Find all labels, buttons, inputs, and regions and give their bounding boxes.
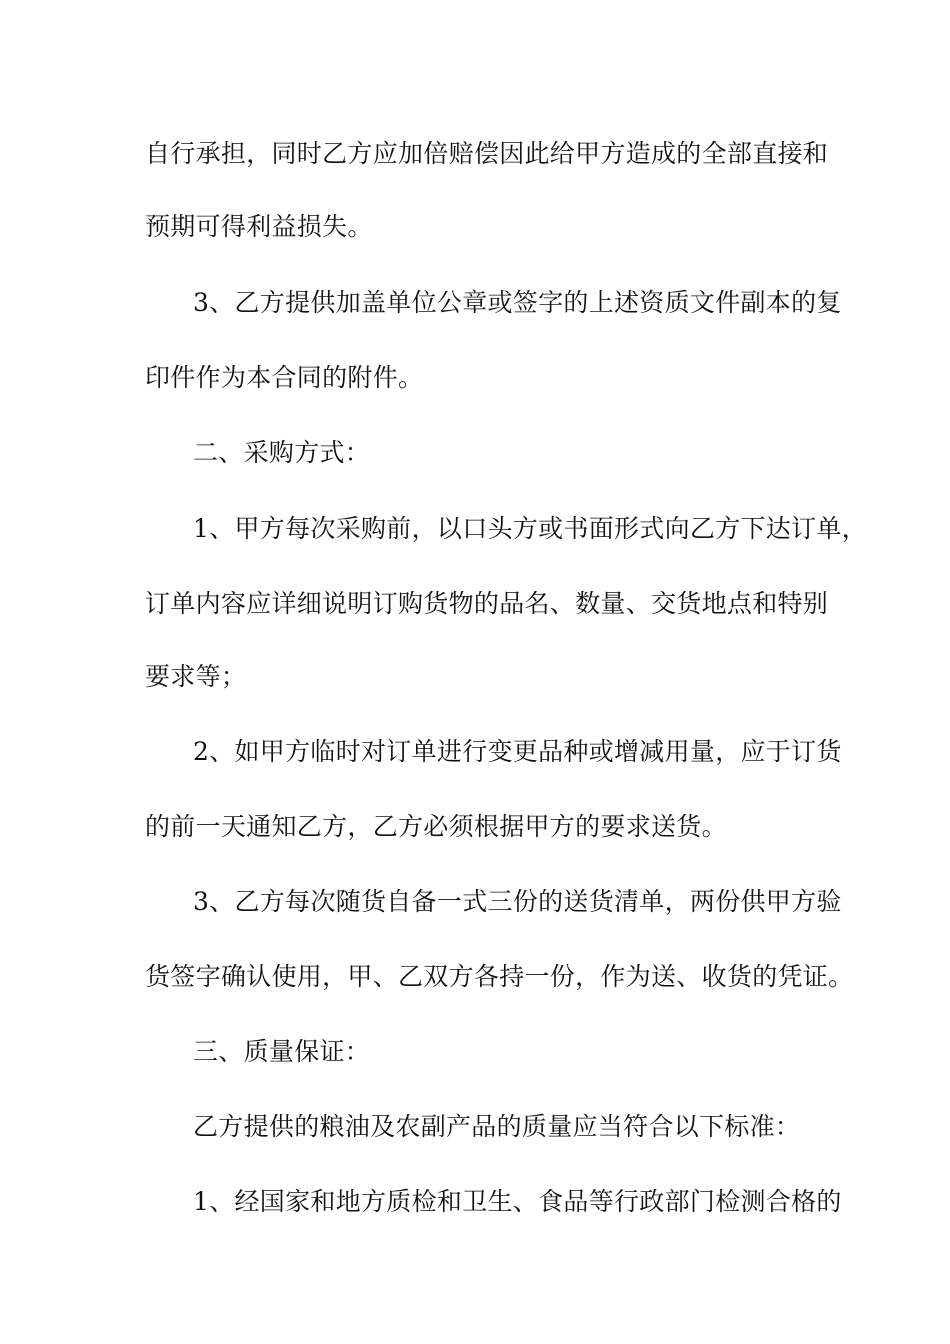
text-line: 乙方提供的粮油及农副产品的质量应当符合以下标准： <box>193 1112 801 1141</box>
section-heading: 二、采购方式： <box>193 438 371 467</box>
text-line: 预期可得利益损失。 <box>145 212 373 241</box>
text-line: 要求等； <box>145 662 247 691</box>
section-heading: 三、质量保证： <box>193 1037 371 1066</box>
text-line: 货签字确认使用，甲、乙双方各持一份，作为送、收货的凭证。 <box>145 962 854 991</box>
text-line: 自行承担，同时乙方应加倍赔偿因此给甲方造成的全部直接和 <box>145 139 829 168</box>
text-line: 的前一天通知乙方，乙方必须根据甲方的要求送货。 <box>145 812 727 841</box>
text-line: 1、经国家和地方质检和卫生、食品等行政部门检测合格的 <box>193 1187 842 1216</box>
text-line: 订单内容应详细说明订购货物的品名、数量、交货地点和特别 <box>145 589 829 618</box>
text-line: 2、如甲方临时对订单进行变更品种或增减用量，应于订货 <box>193 737 842 766</box>
text-line: 1、甲方每次采购前，以口头方或书面形式向乙方下达订单， <box>193 514 868 543</box>
text-line: 3、乙方每次随货自备一式三份的送货清单，两份供甲方验 <box>193 887 842 916</box>
text-line: 3、乙方提供加盖单位公章或签字的上述资质文件副本的复 <box>193 288 842 317</box>
text-line: 印件作为本合同的附件。 <box>145 363 424 392</box>
